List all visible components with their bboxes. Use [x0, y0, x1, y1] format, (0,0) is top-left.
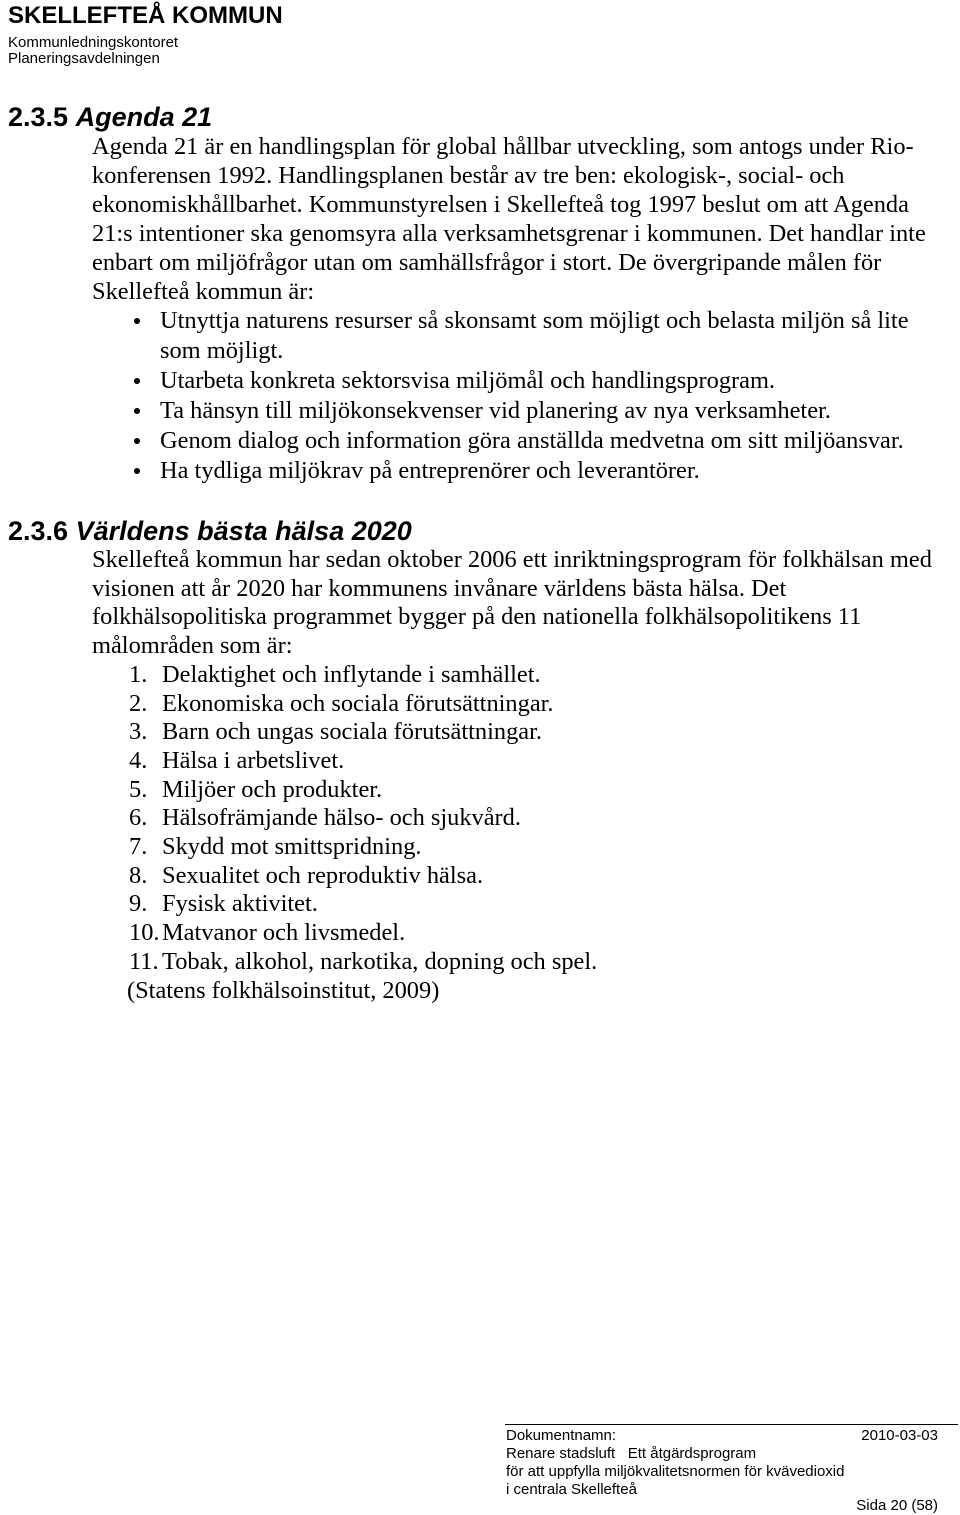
bullet-text-line: Ta hänsyn till miljökonsekvenser vid planering av nya verksamheter.	[160, 397, 831, 424]
paragraph-line: ekonomiskhållbarhet. Kommunstyrelsen i Skellefteå tog 1997 beslut om att Agenda	[92, 191, 909, 218]
paragraph-line: Agenda 21 är en handlingsplan för global hållbar utveckling, som antogs under Rio-	[92, 133, 914, 160]
goal-item	[0, 890, 960, 919]
paragraph-line: målområden som är:	[92, 632, 293, 660]
bullet-text-line: Utarbeta konkreta sektorsvisa miljömål och handlingsprogram.	[160, 367, 776, 394]
goal-item	[0, 661, 960, 690]
goal-number: 8.	[129, 861, 148, 889]
bullet-icon	[134, 318, 140, 324]
goal-item	[0, 690, 960, 719]
bullet-text-line: som möjligt.	[160, 337, 284, 364]
goal-text: Delaktighet och inflytande i samhället.	[162, 660, 541, 688]
paragraph-line: visionen att år 2020 har kommunens invånare världens bästa hälsa. Det	[92, 574, 787, 602]
goal-text: Hälsa i arbetslivet.	[162, 746, 345, 774]
bullet-icon	[134, 378, 140, 384]
goal-item	[0, 804, 960, 833]
goal-item	[0, 948, 960, 977]
paragraph-line: Skellefteå kommun har sedan oktober 2006 ett inriktningsprogram för folkhälsan med	[92, 546, 932, 573]
bullet-text-line: Utnyttja naturens resurser så skonsamt som möjligt och belasta miljön så lite	[160, 307, 909, 334]
paragraph-line: konferensen 1992. Handlingsplanen består av tre ben: ekologisk-, social- och	[92, 162, 845, 189]
bullet-text-line: Genom dialog och information göra anställda medvetna om sitt miljöansvar.	[160, 427, 904, 454]
section-paragraph	[0, 132, 960, 306]
goal-text: Matvanor och livsmedel.	[162, 919, 406, 947]
header-organization: SKELLEFTEÅ KOMMUN	[8, 2, 283, 29]
goal-item	[0, 862, 960, 891]
goal-number: 4.	[129, 746, 148, 774]
section-heading-agenda21	[8, 101, 212, 133]
goal-item	[0, 776, 960, 805]
section-body	[0, 546, 960, 1005]
goal-item	[0, 718, 960, 747]
footer-page-number: Sida 20 (58)	[856, 1497, 938, 1514]
header-department: Planeringsavdelningen	[8, 50, 160, 67]
paragraph-line: folkhälsopolitiska programmet bygger på den nationella folkhälsopolitikens 11	[92, 603, 862, 631]
bullet-icon	[134, 468, 140, 474]
footer-doc-title-line: i centrala Skellefteå	[506, 1481, 637, 1498]
section-number: 2.3.6	[8, 516, 69, 546]
goal-item	[0, 919, 960, 948]
footer-doc-title-line: Renare stadsluft Ett åtgärdsprogram	[506, 1445, 757, 1462]
goal-number: 9.	[129, 890, 148, 918]
goal-text: Hälsofrämjande hälso- och sjukvård.	[162, 804, 521, 832]
section-title: Agenda 21	[75, 102, 213, 132]
bullet-list	[0, 306, 960, 486]
goal-number: 5.	[129, 775, 148, 803]
header-office: Kommunledningskontoret	[8, 34, 179, 51]
goal-item	[0, 833, 960, 862]
bullet-item	[0, 306, 960, 366]
goal-text: Ekonomiska och sociala förutsättningar.	[162, 689, 554, 717]
paragraph-line: Skellefteå kommun är:	[92, 278, 315, 305]
bullet-item	[0, 396, 960, 426]
paragraph-line: 21:s intentioner ska genomsyra alla verksamhetsgrenar i kommunen. Det handlar inte	[92, 220, 926, 247]
bullet-text-line: Ha tydliga miljökrav på entreprenörer och leverantörer.	[160, 457, 700, 484]
paragraph-line: enbart om miljöfrågor utan om samhällsfrågor i stort. De övergripande målen för	[92, 249, 882, 276]
goal-text: Tobak, alkohol, narkotika, dopning och spel.	[162, 947, 598, 975]
footer-rule	[505, 1424, 958, 1425]
footer-doc-title-line: för att uppfylla miljökvalitetsnormen för kvävedioxid	[506, 1463, 845, 1480]
goal-text: Skydd mot smittspridning.	[162, 833, 422, 861]
goal-number: 2.	[129, 689, 148, 717]
bullet-icon	[134, 438, 140, 444]
footer-date: 2010-03-03	[861, 1427, 938, 1444]
goal-item	[0, 747, 960, 776]
goal-text: Miljöer och produkter.	[162, 775, 383, 803]
bullet-item	[0, 426, 960, 456]
goal-number: 1.	[129, 660, 148, 688]
goal-text: Fysisk aktivitet.	[162, 890, 318, 918]
source-citation: (Statens folkhälsoinstitut, 2009)	[127, 976, 440, 1004]
goal-list	[0, 661, 960, 977]
bullet-item	[0, 366, 960, 396]
section-number: 2.3.5	[8, 102, 69, 132]
section-heading-health	[8, 515, 412, 547]
goal-number: 11.	[129, 947, 159, 975]
goal-number: 7.	[129, 833, 148, 861]
goal-number: 6.	[129, 804, 148, 832]
bullet-icon	[134, 408, 140, 414]
goal-number: 10.	[129, 919, 160, 947]
footer-doc-label: Dokumentnamn:	[506, 1427, 617, 1444]
goal-text: Sexualitet och reproduktiv hälsa.	[162, 861, 484, 889]
section-title: Världens bästa hälsa 2020	[75, 516, 412, 546]
goal-text: Barn och ungas sociala förutsättningar.	[162, 718, 542, 746]
goal-number: 3.	[129, 718, 148, 746]
bullet-item	[0, 456, 960, 486]
